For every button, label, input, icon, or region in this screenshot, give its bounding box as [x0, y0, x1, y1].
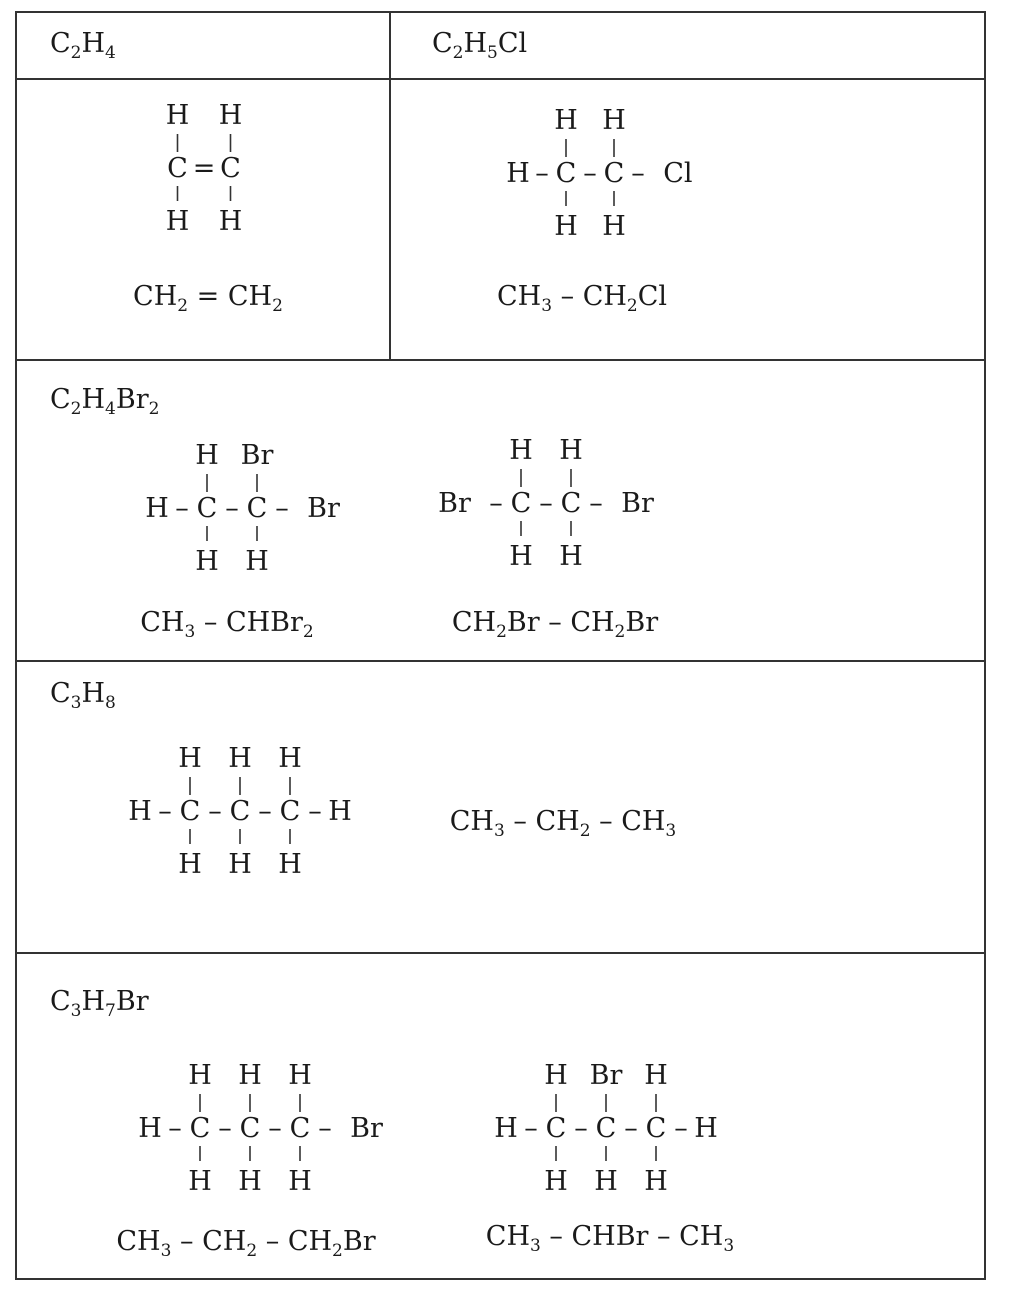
atom-h: H	[602, 105, 626, 136]
atom-h: H	[228, 743, 252, 774]
atom-h: H	[165, 206, 190, 237]
atom-h: H	[494, 1113, 518, 1144]
double-bond: =	[192, 153, 216, 184]
atom-c: C	[645, 1113, 667, 1144]
atom-h: H	[288, 1060, 312, 1091]
condensed-formula-1-1-dibromoethane: $CH_3$ – CHBr$_2$	[140, 607, 314, 642]
atom-c: C	[167, 153, 188, 184]
atom-h: H	[509, 435, 533, 466]
condensed-formula-1-2-dibromoethane: $CH_2Br - CH_2Br$	[451, 607, 659, 642]
bond-dash: –	[574, 1113, 588, 1144]
bond-dash: –	[624, 1113, 638, 1144]
atom-h: H	[145, 493, 169, 524]
bond-dash: –	[175, 493, 189, 524]
condensed-formula-propane: $CH_3 - CH_2 - CH_3$	[449, 806, 677, 841]
structure-1-bromopropane	[138, 1060, 383, 1197]
atom-h: H	[228, 849, 252, 880]
bond-dash: –	[158, 796, 172, 827]
atom-h: H	[544, 1060, 568, 1091]
atom-h: H	[195, 546, 219, 577]
atom-h: H	[544, 1166, 568, 1197]
atom-h: H	[178, 849, 202, 880]
atom-h: H	[238, 1166, 262, 1197]
molecular-formula-c3h7br: $C_3H_7Br$	[50, 986, 149, 1021]
atom-h: H	[195, 440, 219, 471]
atom-br: Br	[307, 493, 340, 524]
molecular-formula-c2h4br2: $C_2H_4Br_2$	[50, 384, 160, 419]
bond-dash: –	[308, 796, 322, 827]
atom-h: H	[506, 158, 530, 189]
bond-dash: –	[631, 158, 645, 189]
atom-h: H	[594, 1166, 618, 1197]
atom-c: C	[239, 1113, 261, 1144]
atom-c: C	[179, 796, 201, 827]
structure-chloroethane	[506, 105, 692, 242]
atom-c: C	[220, 153, 241, 184]
atom-c: C	[279, 796, 301, 827]
bond-dash: –	[218, 1113, 232, 1144]
condensed-formula-chloroethane: $CH_3 - CH_2Cl$	[496, 281, 668, 316]
bond-dash: –	[535, 158, 549, 189]
bond-dash: –	[489, 488, 503, 519]
atom-h: H	[644, 1060, 668, 1091]
bond-dash: –	[225, 493, 239, 524]
molecular-formula-c2h5cl: $C_2H_5Cl$	[432, 28, 528, 63]
atom-h: H	[128, 796, 152, 827]
atom-h: H	[509, 541, 533, 572]
bond-dash: –	[268, 1113, 282, 1144]
condensed-formula-ethene: $CH_2 = CH_2$	[133, 281, 283, 316]
molecular-formula-c3h8: $C_3H_8$	[50, 678, 116, 713]
atom-h: H	[165, 100, 190, 131]
atom-h: H	[218, 100, 243, 131]
atom-h: H	[554, 211, 578, 242]
atom-h: H	[644, 1166, 668, 1197]
atom-h: H	[278, 849, 302, 880]
atom-h: H	[602, 211, 626, 242]
bond-dash: –	[674, 1113, 688, 1144]
atom-c: C	[595, 1113, 617, 1144]
atom-c: C	[189, 1113, 211, 1144]
atom-h: H	[178, 743, 202, 774]
atom-h: H	[559, 435, 583, 466]
atom-h: H	[559, 541, 583, 572]
atom-c: C	[560, 488, 582, 519]
atom-br: Br	[589, 1060, 623, 1091]
condensed-formula-1-bromopropane: $CH_3 - CH_2 - CH_2Br$	[116, 1226, 376, 1261]
atom-c: C	[196, 493, 218, 524]
condensed-formula-2-bromopropane: $CH_3$ – CHBr – $CH_3$	[485, 1221, 735, 1256]
atom-h: H	[188, 1166, 212, 1197]
bond-dash: –	[589, 488, 603, 519]
atom-c: C	[229, 796, 251, 827]
atom-h: H	[188, 1060, 212, 1091]
atom-cl: Cl	[663, 158, 693, 189]
atom-c: C	[555, 158, 577, 189]
atom-h: H	[238, 1060, 262, 1091]
atom-br: Br	[350, 1113, 383, 1144]
atom-h: H	[288, 1166, 312, 1197]
bond-dash: –	[208, 796, 222, 827]
structure-1-2-dibromoethane	[438, 435, 654, 572]
bond-dash: –	[275, 493, 289, 524]
table-grid	[16, 12, 985, 1279]
atom-c: C	[289, 1113, 311, 1144]
atom-h: H	[554, 105, 578, 136]
atom-h: H	[245, 546, 269, 577]
atom-h: H	[278, 743, 302, 774]
structure-1-1-dibromoethane	[145, 440, 340, 577]
bond-dash: –	[524, 1113, 538, 1144]
atom-br: Br	[438, 488, 471, 519]
bond-dash: –	[583, 158, 597, 189]
atom-c: C	[545, 1113, 567, 1144]
atom-c: C	[603, 158, 625, 189]
structure-2-bromopropane	[494, 1060, 718, 1197]
structure-propane	[128, 743, 352, 880]
structure-ethene	[166, 100, 243, 237]
atom-h: H	[328, 796, 352, 827]
bond-dash: –	[539, 488, 553, 519]
atom-c: C	[246, 493, 268, 524]
atom-h: H	[694, 1113, 718, 1144]
atom-br: Br	[621, 488, 654, 519]
atom-c: C	[510, 488, 532, 519]
bond-dash: –	[318, 1113, 332, 1144]
atom-h: H	[218, 206, 243, 237]
molecular-formula-c2h4: $C_2H_4$	[50, 28, 116, 63]
bond-dash: –	[168, 1113, 182, 1144]
bond-dash: –	[258, 796, 272, 827]
atom-h: H	[138, 1113, 162, 1144]
atom-br: Br	[240, 440, 274, 471]
